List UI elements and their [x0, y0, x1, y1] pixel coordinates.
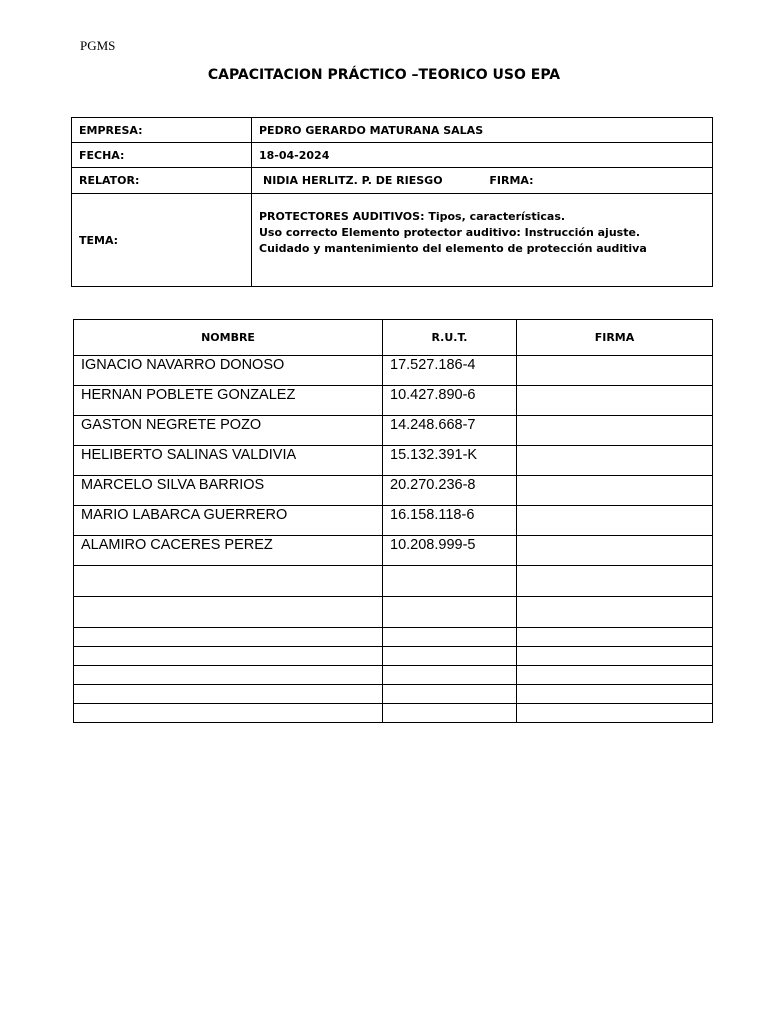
- tema-cell: [252, 194, 713, 287]
- relator-label: RELATOR:: [72, 168, 252, 194]
- relator-firma-label: FIRMA:: [489, 174, 534, 187]
- training-info-table: [71, 117, 713, 287]
- rut-cell: 14.248.668-7: [383, 416, 517, 446]
- empty-cell: [383, 566, 517, 597]
- nombre-cell: GASTON NEGRETE POZO: [74, 416, 383, 446]
- nombre-cell: HELIBERTO SALINAS VALDIVIA: [74, 446, 383, 476]
- tema-label: TEMA:: [72, 194, 252, 287]
- attendance-row: [74, 536, 713, 566]
- empty-row: [74, 597, 713, 628]
- firma-cell: [517, 446, 713, 476]
- firma-cell: [517, 356, 713, 386]
- tema-line-2: Uso correcto Elemento protector auditivo: Instrucción ajuste.: [259, 226, 641, 239]
- empty-cell: [383, 704, 517, 723]
- empty-cell: [74, 566, 383, 597]
- attendance-table: [73, 319, 713, 723]
- info-row-empresa: [72, 118, 713, 143]
- empty-cell: [517, 647, 713, 666]
- empty-cell: [517, 685, 713, 704]
- empty-cell: [383, 647, 517, 666]
- attendance-row: [74, 386, 713, 416]
- firma-cell: [517, 476, 713, 506]
- empty-cell: [383, 597, 517, 628]
- nombre-cell: MARCELO SILVA BARRIOS: [74, 476, 383, 506]
- nombre-cell: HERNAN POBLETE GONZALEZ: [74, 386, 383, 416]
- empty-cell: [74, 666, 383, 685]
- relator-cell: [252, 168, 713, 194]
- empty-cell: [517, 666, 713, 685]
- empty-cell: [74, 597, 383, 628]
- firma-cell: [517, 386, 713, 416]
- nombre-cell: ALAMIRO CACERES PEREZ: [74, 536, 383, 566]
- document-header-tag: PGMS: [80, 38, 116, 53]
- attendance-row: [74, 356, 713, 386]
- empty-row: [74, 666, 713, 685]
- empty-cell: [74, 685, 383, 704]
- attendance-row: [74, 506, 713, 536]
- empty-row: [74, 704, 713, 723]
- firma-cell: [517, 506, 713, 536]
- empty-cell: [383, 628, 517, 647]
- empty-cell: [383, 685, 517, 704]
- attendance-row: [74, 446, 713, 476]
- rut-cell: 15.132.391-K: [383, 446, 517, 476]
- column-header-nombre: NOMBRE: [74, 320, 383, 356]
- empty-cell: [74, 704, 383, 723]
- attendance-header-row: [74, 320, 713, 356]
- empty-cell: [517, 628, 713, 647]
- document-title: CAPACITACION PRÁCTICO –TEORICO USO EPA: [207, 67, 561, 83]
- info-row-relator: [72, 168, 713, 194]
- rut-cell: 20.270.236-8: [383, 476, 517, 506]
- empresa-label: EMPRESA:: [72, 118, 252, 143]
- info-row-tema: [72, 194, 713, 287]
- rut-cell: 10.427.890-6: [383, 386, 517, 416]
- empty-cell: [74, 647, 383, 666]
- firma-cell: [517, 416, 713, 446]
- fecha-value: 18-04-2024: [252, 143, 713, 168]
- empty-row: [74, 647, 713, 666]
- column-header-firma: FIRMA: [517, 320, 713, 356]
- nombre-cell: IGNACIO NAVARRO DONOSO: [74, 356, 383, 386]
- attendance-row: [74, 476, 713, 506]
- rut-cell: 16.158.118-6: [383, 506, 517, 536]
- firma-cell: [517, 536, 713, 566]
- nombre-cell: MARIO LABARCA GUERRERO: [74, 506, 383, 536]
- empty-row: [74, 685, 713, 704]
- attendance-row: [74, 416, 713, 446]
- empty-cell: [74, 628, 383, 647]
- rut-cell: 17.527.186-4: [383, 356, 517, 386]
- tema-text: [259, 209, 712, 257]
- empresa-value: PEDRO GERARDO MATURANA SALAS: [252, 118, 713, 143]
- info-row-fecha: [72, 143, 713, 168]
- empty-row: [74, 628, 713, 647]
- empty-cell: [517, 566, 713, 597]
- relator-value: NIDIA HERLITZ. P. DE RIESGO: [263, 174, 443, 187]
- rut-cell: 10.208.999-5: [383, 536, 517, 566]
- tema-line-1: PROTECTORES AUDITIVOS: Tipos, características.: [259, 210, 566, 223]
- empty-cell: [383, 666, 517, 685]
- fecha-label: FECHA:: [72, 143, 252, 168]
- empty-row: [74, 566, 713, 597]
- empty-cell: [517, 704, 713, 723]
- column-header-rut: R.U.T.: [383, 320, 517, 356]
- empty-cell: [517, 597, 713, 628]
- tema-line-3: Cuidado y mantenimiento del elemento de protección auditiva: [259, 242, 647, 255]
